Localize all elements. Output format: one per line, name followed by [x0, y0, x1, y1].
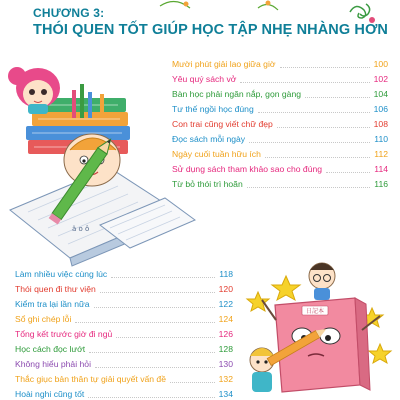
toc-entry-page: 106: [373, 104, 388, 114]
toc-entry-label: Từ bỏ thói trì hoãn: [172, 179, 243, 189]
toc-leader: [170, 382, 215, 383]
toc-leader: [240, 82, 369, 83]
toc-entry-page: 124: [218, 314, 233, 324]
toc-entry-page: 126: [218, 329, 233, 339]
toc-entry-label: Học cách đọc lướt: [15, 344, 86, 354]
toc-entry[interactable]: [172, 148, 388, 160]
illustration-left: [8, 67, 195, 266]
toc-entry-page: 134: [218, 389, 233, 399]
toc-entry-page: 118: [219, 269, 233, 279]
flower-vine-icon: [160, 1, 278, 11]
toc-leader: [100, 292, 215, 293]
toc-entry[interactable]: [172, 103, 388, 115]
toc-leader: [249, 142, 370, 143]
toc-leader: [305, 97, 370, 98]
toc-entry[interactable]: [15, 373, 233, 385]
toc-list-bottom: [15, 268, 233, 400]
toc-entry-label: Kiểm tra lại lần nữa: [15, 299, 90, 309]
boy-with-glasses-icon: [309, 263, 335, 300]
toc-entry-label: Tư thế ngồi học đúng: [172, 104, 254, 114]
toc-entry[interactable]: [172, 58, 388, 70]
toc-entry[interactable]: [15, 268, 233, 280]
chapter-number: CHƯƠNG 3:: [33, 6, 105, 20]
toc-entry-label: Tổng kết trước giờ đi ngủ: [15, 329, 113, 339]
chapter-title: THÓI QUEN TỐT GIÚP HỌC TẬP NHẸ NHÀNG HƠN: [33, 22, 388, 38]
toc-entry-label: Không hiểu phải hỏi: [15, 359, 91, 369]
toc-entry-label: Thói quen đi thư viện: [15, 284, 96, 294]
toc-entry-page: 102: [373, 74, 388, 84]
toc-leader: [111, 277, 215, 278]
toc-leader: [265, 157, 370, 158]
toc-entry-label: Thắc giục bản thân tự giải quyết vấn đề: [15, 374, 166, 384]
toc-entry[interactable]: [172, 178, 388, 190]
toc-entry-page: 116: [374, 179, 388, 189]
toc-entry-page: 128: [218, 344, 233, 354]
toc-entry[interactable]: [172, 73, 388, 85]
toc-entry[interactable]: [15, 298, 233, 310]
toc-leader: [94, 307, 215, 308]
toc-entry-page: 114: [374, 164, 388, 174]
toc-leader: [116, 337, 214, 338]
toc-entry-label: Con trai cũng viết chữ đẹp: [172, 119, 273, 129]
toc-entry[interactable]: [172, 88, 388, 100]
toc-entry-label: Mười phút giải lao giữa giờ: [172, 59, 276, 69]
book-cover-label: 日記本: [305, 308, 325, 315]
toc-leader: [88, 397, 214, 398]
toc-entry-label: Bàn học phải ngăn nắp, gọn gàng: [172, 89, 302, 99]
toc-entry-label: Sử dụng sách tham khảo sao cho đúng: [172, 164, 323, 174]
toc-entry-page: 132: [218, 374, 233, 384]
toc-entry[interactable]: [15, 343, 233, 355]
toc-entry-page: 104: [373, 89, 388, 99]
toc-entry-page: 100: [373, 59, 388, 69]
toc-entry[interactable]: [172, 133, 388, 145]
toc-entry[interactable]: [15, 388, 233, 400]
toc-leader: [280, 67, 370, 68]
toc-entry-label: Hoài nghi cũng tốt: [15, 389, 85, 399]
notebook-label: ă o ô: [72, 225, 90, 233]
book-character-icon: [262, 298, 380, 392]
toc-entry-label: Làm nhiều việc cùng lúc: [15, 269, 108, 279]
toc-leader: [326, 172, 370, 173]
toc-entry-label: Ngày cuối tuần hữu ích: [172, 149, 261, 159]
toc-entry[interactable]: [172, 118, 388, 130]
toc-entry-page: 120: [218, 284, 233, 294]
toc-entry-page: 110: [374, 134, 388, 144]
illustration-right: [247, 263, 391, 392]
toc-leader: [247, 187, 371, 188]
toc-entry-label: Đọc sách mỗi ngày: [172, 134, 246, 144]
toc-entry-label: Yêu quý sách vở: [172, 74, 237, 84]
toc-leader: [95, 367, 215, 368]
toc-leader: [258, 112, 370, 113]
toc-leader: [75, 322, 214, 323]
toc-entry-label: Sổ ghi chép lỗi: [15, 314, 72, 324]
toc-entry[interactable]: [15, 313, 233, 325]
toc-entry-page: 130: [218, 359, 233, 369]
toc-list-top: [172, 58, 388, 188]
toc-entry[interactable]: [15, 283, 233, 295]
toc-entry-page: 108: [373, 119, 388, 129]
toc-entry[interactable]: [15, 328, 233, 340]
toc-entry[interactable]: [15, 358, 233, 370]
toc-entry-page: 112: [374, 149, 388, 159]
toc-leader: [89, 352, 215, 353]
swirl-decoration-icon: [350, 4, 375, 23]
toc-entry-page: 122: [218, 299, 233, 309]
toc-leader: [277, 127, 370, 128]
toc-entry[interactable]: [172, 163, 388, 175]
